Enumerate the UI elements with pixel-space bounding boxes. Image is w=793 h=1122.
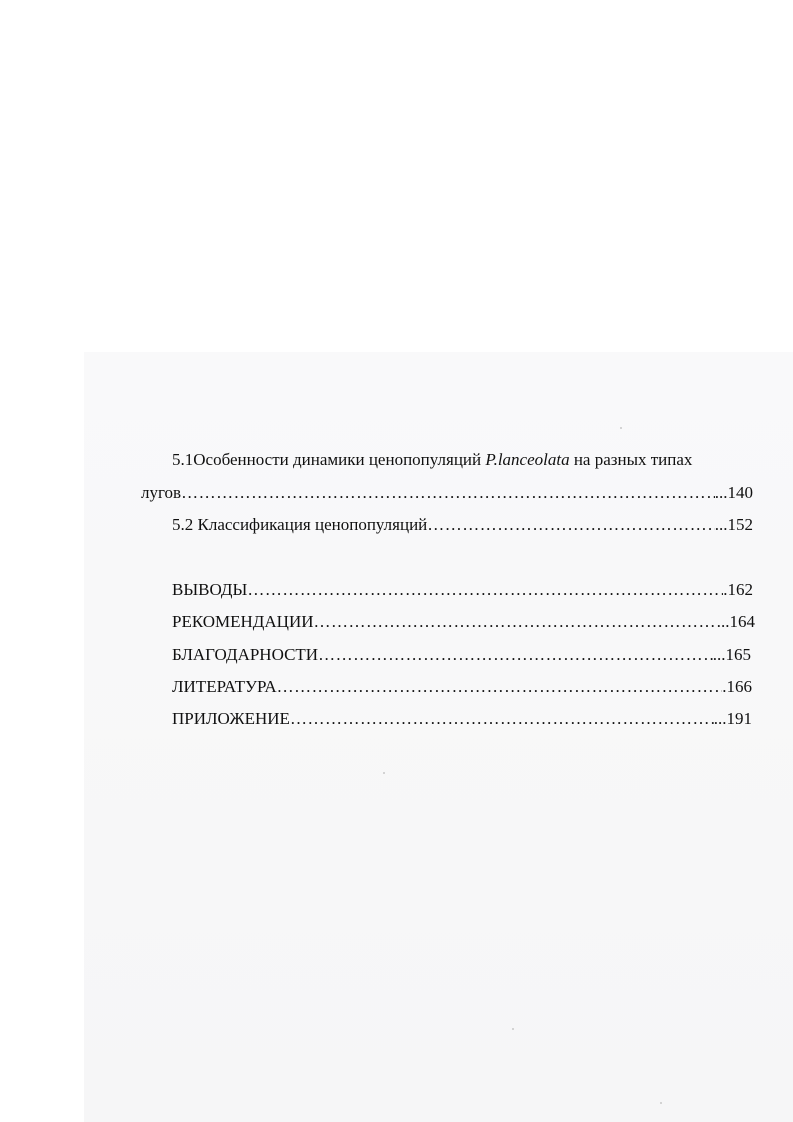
dot-leader: [427, 514, 714, 536]
scan-speck: [620, 427, 622, 429]
toc-entry-acknowledgements-page: ...165: [712, 645, 751, 664]
toc-entry-5-1-species: P.lanceolata: [485, 450, 570, 469]
toc-entry-appendix-page: ...191: [713, 709, 752, 728]
dot-leader: [247, 579, 723, 601]
toc-entry-conclusions-page: .162: [723, 580, 753, 599]
toc-entry-recommendations-title: РЕКОМЕНДАЦИИ: [172, 612, 314, 631]
toc-entry-5-1-page: ...140: [714, 483, 753, 502]
toc-entry-acknowledgements-title: БЛАГОДАРНОСТИ: [172, 645, 319, 664]
toc-entry-5-2-title: 5.2 Классификация ценопопуляций: [172, 515, 428, 534]
toc-entry-5-2: [172, 514, 753, 536]
toc-entry-conclusions: [172, 579, 753, 601]
toc-entry-5-1-text-after: на разных типах: [569, 450, 693, 469]
toc-entry-recommendations: [172, 611, 755, 633]
dot-leader: [314, 611, 721, 633]
toc-entry-conclusions-title: ВЫВОДЫ: [172, 580, 248, 599]
dot-leader: [277, 676, 723, 698]
toc-entry-literature: [172, 676, 752, 698]
dot-leader: [290, 708, 714, 730]
toc-entry-appendix: [172, 708, 752, 730]
toc-entry-acknowledgements: [172, 644, 751, 666]
scan-speck: [383, 772, 385, 774]
dot-leader: [181, 482, 715, 504]
dot-leader: [318, 644, 713, 666]
toc-entry-appendix-title: ПРИЛОЖЕНИЕ: [172, 709, 290, 728]
toc-entry-5-1-continuation: лугов: [141, 483, 182, 502]
toc-entry-literature-title: ЛИТЕРАТУРА: [172, 677, 277, 696]
toc-entry-recommendations-page: ..164: [721, 612, 755, 631]
toc-entry-5-1-number: 5.1: [172, 450, 194, 469]
scan-speck: [512, 1028, 514, 1030]
toc-entry-5-1-text-before: Особенности динамики ценопопуляций: [193, 450, 486, 469]
toc-entry-5-1-line-1: [172, 449, 692, 471]
toc-entry-5-2-page: ...152: [714, 515, 753, 534]
toc-entry-literature-page: .166: [722, 677, 752, 696]
toc-entry-5-1-line-2: [141, 482, 753, 504]
scan-speck: [660, 1102, 662, 1104]
